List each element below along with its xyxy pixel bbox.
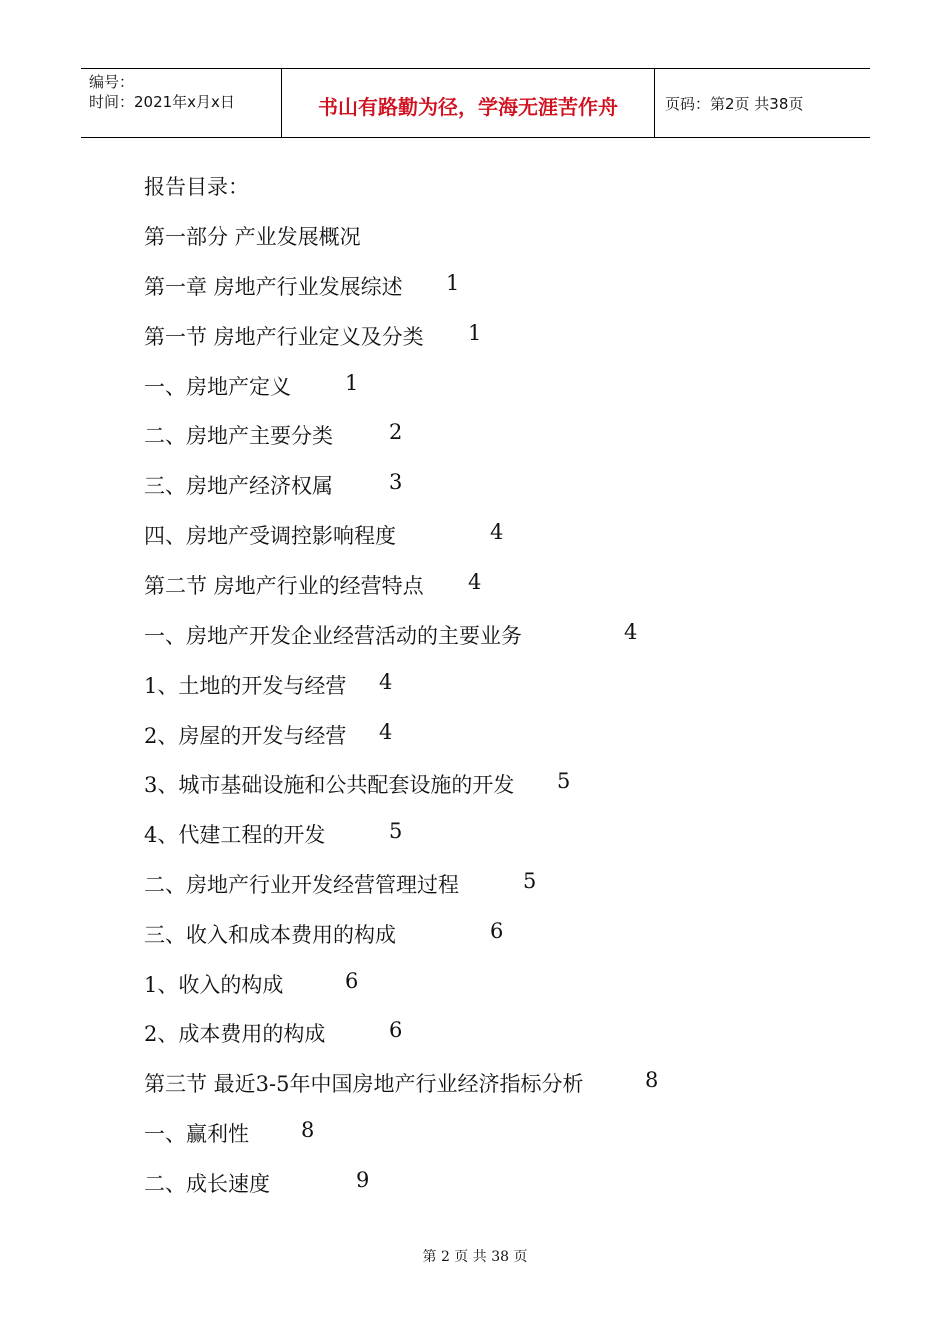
toc-entry — [144, 1168, 370, 1198]
toc-entry-page-number: 3 — [389, 470, 403, 494]
toc-entry-title: 第一章 房地产行业发展综述 — [144, 275, 403, 299]
time-label: 时间：2021年x月x日 — [89, 93, 235, 111]
toc-entry-title: 第一节 房地产行业定义及分类 — [144, 325, 424, 349]
toc-entry — [144, 221, 361, 251]
toc-entry-page-number: 4 — [468, 570, 482, 594]
header-right-cell — [655, 69, 870, 137]
toc-entry-page-number: 4 — [624, 620, 638, 644]
serial-label: 编号： — [89, 73, 135, 91]
toc-entry — [144, 420, 403, 450]
toc-entry-page-number: 6 — [389, 1018, 403, 1042]
toc-entry-page-number: 5 — [523, 869, 537, 893]
toc-entry-title: 第二节 房地产行业的经营特点 — [144, 574, 424, 598]
page-header — [81, 68, 870, 138]
toc-entry — [144, 371, 359, 401]
toc-entry-page-number: 1 — [468, 321, 482, 345]
toc-entry — [144, 670, 393, 700]
page-footer: 第 2 页 共 38 页 — [422, 1249, 528, 1265]
toc-entry — [144, 869, 537, 899]
toc-entry-title: 第一部分 产业发展概况 — [144, 225, 361, 249]
toc-entry-page-number: 1 — [345, 371, 359, 395]
toc-entry — [144, 769, 571, 799]
toc-entry-page-number: 8 — [645, 1068, 659, 1092]
header-middle-cell — [282, 69, 655, 137]
toc-entry-title: 第三节 最近3-5年中国房地产行业经济指标分析 — [144, 1072, 584, 1096]
toc-entry — [144, 570, 482, 600]
toc-entry-title: 三、房地产经济权属 — [144, 474, 333, 498]
toc-entry — [144, 520, 504, 550]
toc-entry-title: 四、房地产受调控影响程度 — [144, 524, 396, 548]
toc-entry — [144, 1018, 403, 1048]
header-left-cell — [81, 69, 282, 137]
toc-entry — [144, 470, 403, 500]
toc-entry-page-number: 6 — [345, 969, 359, 993]
toc-entry-title: 二、房地产主要分类 — [144, 424, 333, 448]
toc-entry — [144, 720, 393, 750]
toc-entry — [144, 819, 403, 849]
toc-entry-title: 4、代建工程的开发 — [144, 823, 326, 847]
toc-entry-title: 二、房地产行业开发经营管理过程 — [144, 873, 459, 897]
toc-entry-page-number: 8 — [301, 1118, 315, 1142]
toc-entry-title: 1、收入的构成 — [144, 973, 284, 997]
toc-entry-title: 二、成长速度 — [144, 1172, 270, 1196]
toc-entry-page-number: 5 — [557, 769, 571, 793]
toc-entry — [144, 271, 460, 301]
toc-entry-page-number: 6 — [490, 919, 504, 943]
page-code: 页码：第2页 共38页 — [665, 95, 804, 113]
toc-entry-title: 一、房地产定义 — [144, 375, 291, 399]
toc-entry-title: 2、成本费用的构成 — [144, 1022, 326, 1046]
toc-entry-title: 2、房屋的开发与经营 — [144, 724, 347, 748]
toc-entry-page-number: 2 — [389, 420, 403, 444]
toc-entry — [144, 1068, 659, 1098]
toc-entry-page-number: 9 — [356, 1168, 370, 1192]
toc-entry-page-number: 4 — [379, 670, 393, 694]
toc-entry — [144, 1118, 315, 1148]
toc-heading: 报告目录： — [144, 175, 249, 199]
toc-entry — [144, 969, 359, 999]
toc-entry-page-number: 1 — [446, 271, 460, 295]
toc-entry-title: 1、土地的开发与经营 — [144, 674, 347, 698]
toc-entry-title: 三、收入和成本费用的构成 — [144, 923, 396, 947]
toc-entry-page-number: 5 — [389, 819, 403, 843]
toc-entry — [144, 919, 504, 949]
toc-entry — [144, 321, 482, 351]
toc-entry — [144, 620, 638, 650]
toc-entry-title: 一、房地产开发企业经营活动的主要业务 — [144, 624, 522, 648]
toc-entry-title: 3、城市基础设施和公共配套设施的开发 — [144, 773, 515, 797]
toc-entry-title: 一、赢利性 — [144, 1122, 249, 1146]
toc-entry-page-number: 4 — [379, 720, 393, 744]
toc-entry-page-number: 4 — [490, 520, 504, 544]
header-motto: 书山有路勤为径，学海无涯苦作舟 — [318, 95, 618, 119]
